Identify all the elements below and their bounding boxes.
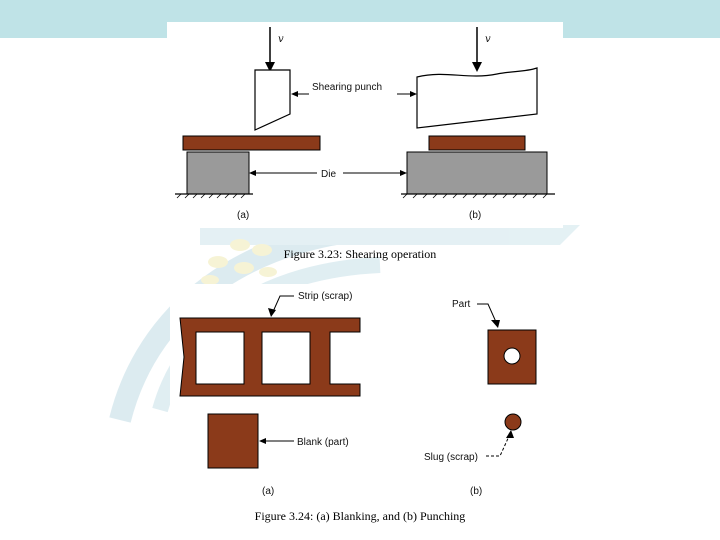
- die-block-a: [187, 152, 249, 194]
- panel-a-label: (a): [237, 210, 250, 221]
- shearing-diagram: [167, 22, 563, 228]
- shearing-punch-b: [417, 68, 537, 128]
- strip-scrap: [180, 318, 360, 396]
- part-label: Part: [452, 299, 471, 310]
- shearing-panel-b: [401, 27, 555, 221]
- die-block-b: [407, 152, 547, 194]
- slug-callout-line: [486, 434, 510, 456]
- left-arrow-icon: [249, 170, 256, 176]
- shearing-punch-a: [255, 70, 290, 130]
- die-callout: [249, 169, 407, 180]
- figure-caption-shearing: Figure 3.23: Shearing operation: [283, 247, 437, 261]
- right-arrow-icon: [400, 170, 407, 176]
- velocity-label-b: v: [485, 34, 491, 45]
- panel-b-label: (b): [469, 210, 482, 221]
- shearing-punch-label: Shearing punch: [312, 82, 383, 93]
- up-arrow-icon: [506, 430, 514, 438]
- shearing-punch-callout: [291, 82, 417, 97]
- down-arrow-icon: [491, 320, 500, 328]
- blank-part: [208, 414, 258, 468]
- down-arrow-icon: [268, 308, 276, 317]
- sheet-workpiece-b: [429, 136, 525, 150]
- figure-shearing: [167, 22, 563, 228]
- figure-blanking-punching: [170, 284, 550, 502]
- slug-scrap: [505, 414, 521, 430]
- panel-a-label: (a): [262, 486, 275, 497]
- blanking-punching-diagram: [170, 284, 550, 502]
- sheet-workpiece-a: [183, 136, 320, 150]
- down-arrow-icon: [472, 62, 482, 72]
- shearing-panel-a: [175, 27, 320, 221]
- punched-hole: [504, 348, 520, 364]
- die-label: Die: [321, 169, 337, 180]
- left-arrow-icon: [291, 91, 298, 97]
- left-arrow-icon: [259, 438, 266, 444]
- right-arrow-icon: [410, 91, 417, 97]
- slug-label: Slug (scrap): [424, 452, 478, 463]
- blank-label: Blank (part): [297, 437, 349, 448]
- part-callout-line: [477, 304, 496, 322]
- velocity-label-a: v: [278, 34, 284, 45]
- strip-label: Strip (scrap): [298, 291, 353, 302]
- strip-callout-line: [272, 296, 294, 314]
- panel-b-label: (b): [470, 486, 483, 497]
- figure-caption-blanking: Figure 3.24: (a) Blanking, and (b) Punching: [254, 509, 466, 523]
